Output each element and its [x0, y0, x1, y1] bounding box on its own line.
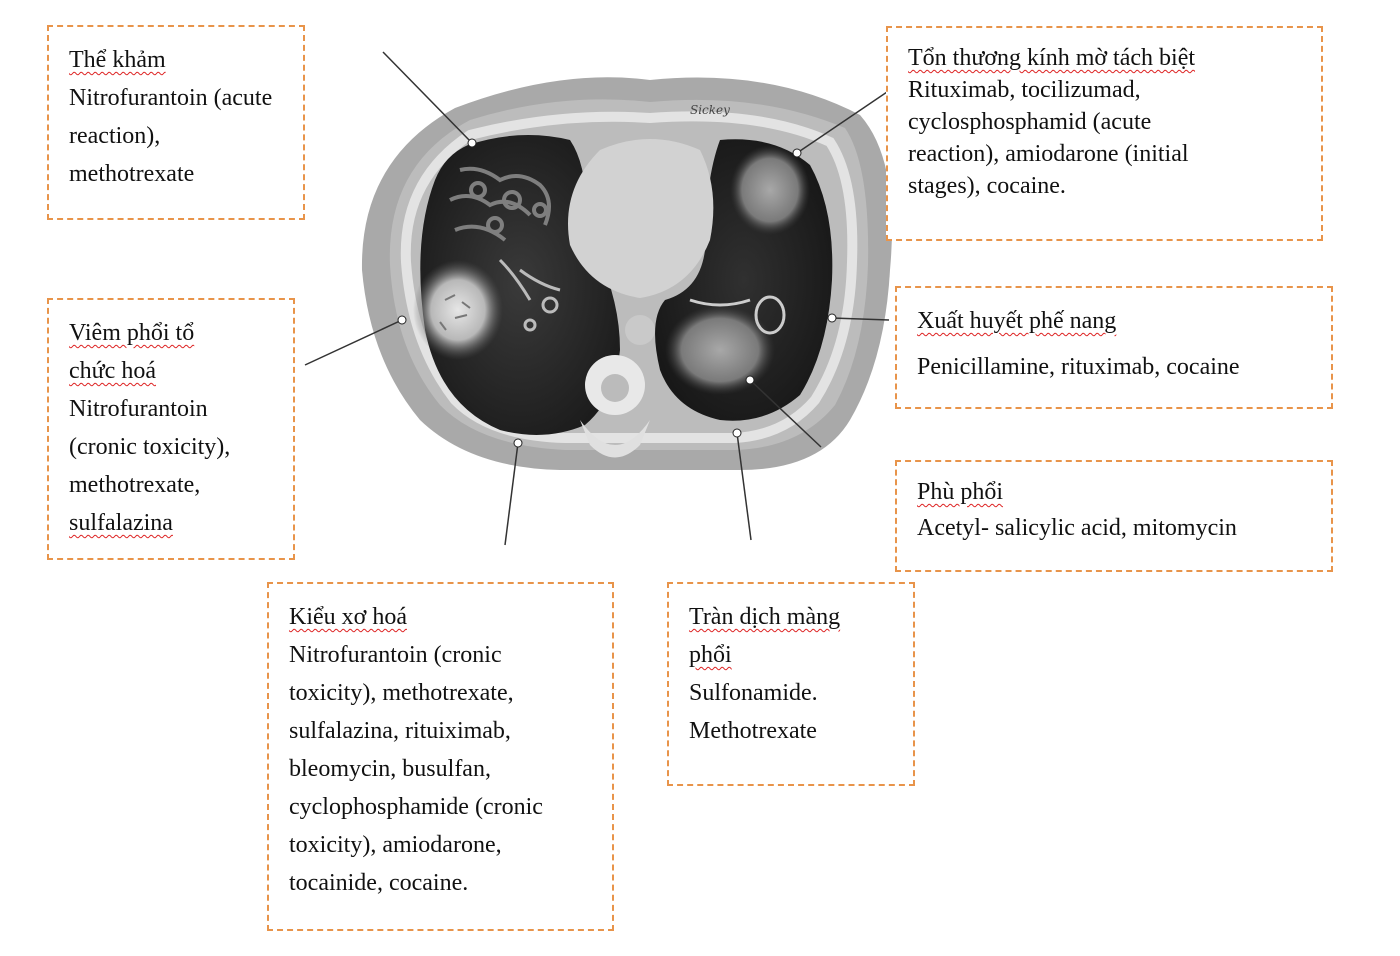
callout-organizing-title-2: chức hoá: [69, 358, 156, 384]
callout-edema-body: Acetyl- salicylic acid, mitomycin: [917, 515, 1237, 541]
callout-edema-title: Phù phổi: [917, 479, 1004, 505]
callout-organizing-line-1: Nitrofurantoin: [69, 396, 208, 422]
callout-fibrosis-line-4: bleomycin, busulfan,: [289, 756, 491, 782]
consolidation-opacity: [413, 260, 503, 360]
callout-organizing: [47, 298, 295, 560]
callout-effusion-title-2: phổi: [689, 642, 732, 668]
callout-fibrosis-line-6: toxicity), amiodarone,: [289, 832, 502, 858]
callout-hemorrhage-body: Penicillamine, rituximab, cocaine: [917, 354, 1240, 380]
callout-ggo-line-3: reaction), amiodarone (initial: [908, 141, 1189, 167]
callout-ggo-line-2: cyclosphosphamid (acute: [908, 109, 1152, 135]
scan-label: Sickey: [690, 103, 730, 117]
callout-mosaic-title: Thể khảm: [69, 47, 166, 73]
callout-ggo-line-1: Rituximab, tocilizumad,: [908, 77, 1141, 103]
callout-organizing-line-2: (cronic toxicity),: [69, 434, 231, 460]
callout-effusion-line-2: Methotrexate: [689, 718, 817, 744]
callout-fibrosis-line-5: cyclophosphamide (cronic: [289, 794, 543, 820]
callout-fibrosis: [267, 582, 614, 931]
callout-ggo-title: Tổn thương kính mờ tách biệt: [908, 45, 1196, 71]
callout-hemorrhage: [895, 286, 1333, 409]
callout-fibrosis-line-1: Nitrofurantoin (cronic: [289, 642, 502, 668]
callout-edema: [895, 460, 1333, 572]
callout-fibrosis-line-2: toxicity), methotrexate,: [289, 680, 514, 706]
callout-organizing-line-4: sulfalazina: [69, 510, 173, 536]
callout-effusion-title-1: Tràn dịch màng: [689, 604, 841, 630]
callout-effusion: [667, 582, 915, 786]
callout-organizing-line-3: methotrexate,: [69, 472, 201, 498]
callout-ggo-line-4: stages), cocaine.: [908, 173, 1066, 199]
callout-organizing-title-1: Viêm phổi tổ: [69, 320, 195, 346]
callout-ggo: [886, 26, 1323, 241]
callout-mosaic: [47, 25, 305, 220]
callout-effusion-line-1: Sulfonamide.: [689, 680, 818, 706]
callout-fibrosis-line-7: tocainide, cocaine.: [289, 870, 469, 896]
callout-fibrosis-line-3: sulfalazina, rituiximab,: [289, 718, 511, 744]
callout-mosaic-body: Nitrofurantoin (acute reaction), methotrexate: [69, 85, 273, 187]
callout-fibrosis-title: Kiểu xơ hoá: [289, 604, 407, 630]
callout-hemorrhage-title: Xuất huyết phế nang: [917, 308, 1117, 334]
